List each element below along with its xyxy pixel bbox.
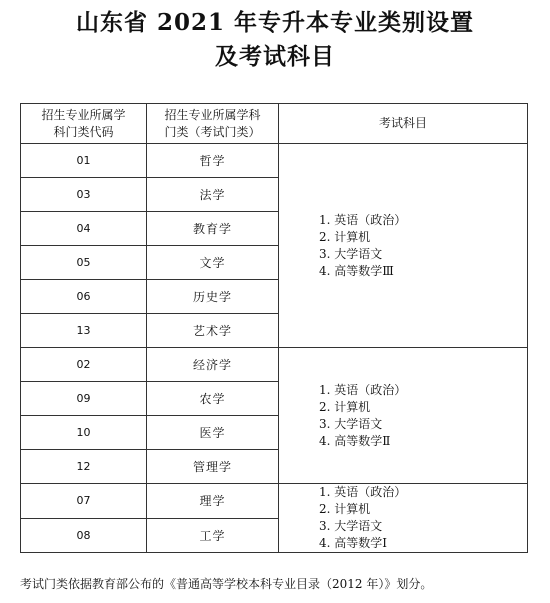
table-row-subject: 法学 (147, 178, 279, 212)
table-row-subject: 哲学 (147, 144, 279, 178)
exam-item: 1. 英语（政治） (319, 212, 407, 227)
table-row-subject: 历史学 (147, 280, 279, 314)
table-row-code: 10 (21, 416, 147, 450)
table-row-subject: 理学 (147, 484, 279, 519)
table-row-code: 07 (21, 484, 147, 519)
table-row-subject: 工学 (147, 518, 279, 553)
table-row-code: 04 (21, 212, 147, 246)
document-title-line2: 及考试科目 (215, 43, 335, 70)
table-row-code: 05 (21, 246, 147, 280)
header-exam-subjects: 考试科目 (279, 104, 528, 144)
table-row-subject: 教育学 (147, 212, 279, 246)
table-row-code: 12 (21, 450, 147, 484)
table-row-code: 13 (21, 314, 147, 348)
header-category-name: 招生专业所属学科门类（考试门类） (147, 104, 279, 144)
table-row-subject: 管理学 (147, 450, 279, 484)
exam-item: 2. 计算机 (319, 502, 371, 516)
exam-item: 4. 高等数学Ⅱ (319, 433, 391, 448)
exam-item: 1. 英语（政治） (319, 382, 407, 397)
table-row-code: 09 (21, 382, 147, 416)
exam-item: 3. 大学语文 (319, 246, 383, 261)
exam-item: 3. 大学语文 (319, 519, 383, 533)
table-row-code: 06 (21, 280, 147, 314)
exam-item: 4. 高等数学Ⅲ (319, 263, 394, 278)
exam-subjects-group-2 (279, 348, 528, 484)
exam-subjects-group-1 (279, 144, 528, 348)
exam-subjects-group-3 (279, 484, 528, 553)
table-row-subject: 医学 (147, 416, 279, 450)
exam-item: 3. 大学语文 (319, 416, 383, 431)
table-row-subject: 艺术学 (147, 314, 279, 348)
subject-table (20, 103, 528, 553)
header-category-code: 招生专业所属学科门类代码 (21, 104, 147, 144)
table-row-code: 02 (21, 348, 147, 382)
exam-item: 2. 计算机 (319, 399, 371, 414)
table-row-code: 03 (21, 178, 147, 212)
exam-item: 1. 英语（政治） (319, 485, 407, 499)
table-row-code: 01 (21, 144, 147, 178)
exam-item: 4. 高等数学Ⅰ (319, 536, 388, 550)
table-row-subject: 经济学 (147, 348, 279, 382)
document-title-line1: 山东省 2021 年专升本专业类别设置 (75, 9, 475, 36)
exam-item: 2. 计算机 (319, 229, 371, 244)
table-row-code: 08 (21, 518, 147, 553)
table-row-subject: 农学 (147, 382, 279, 416)
footnote: 考试门类依据教育部公布的《普通高等学校本科专业目录（2012 年）》划分。 (20, 577, 433, 591)
table-row-subject: 文学 (147, 246, 279, 280)
